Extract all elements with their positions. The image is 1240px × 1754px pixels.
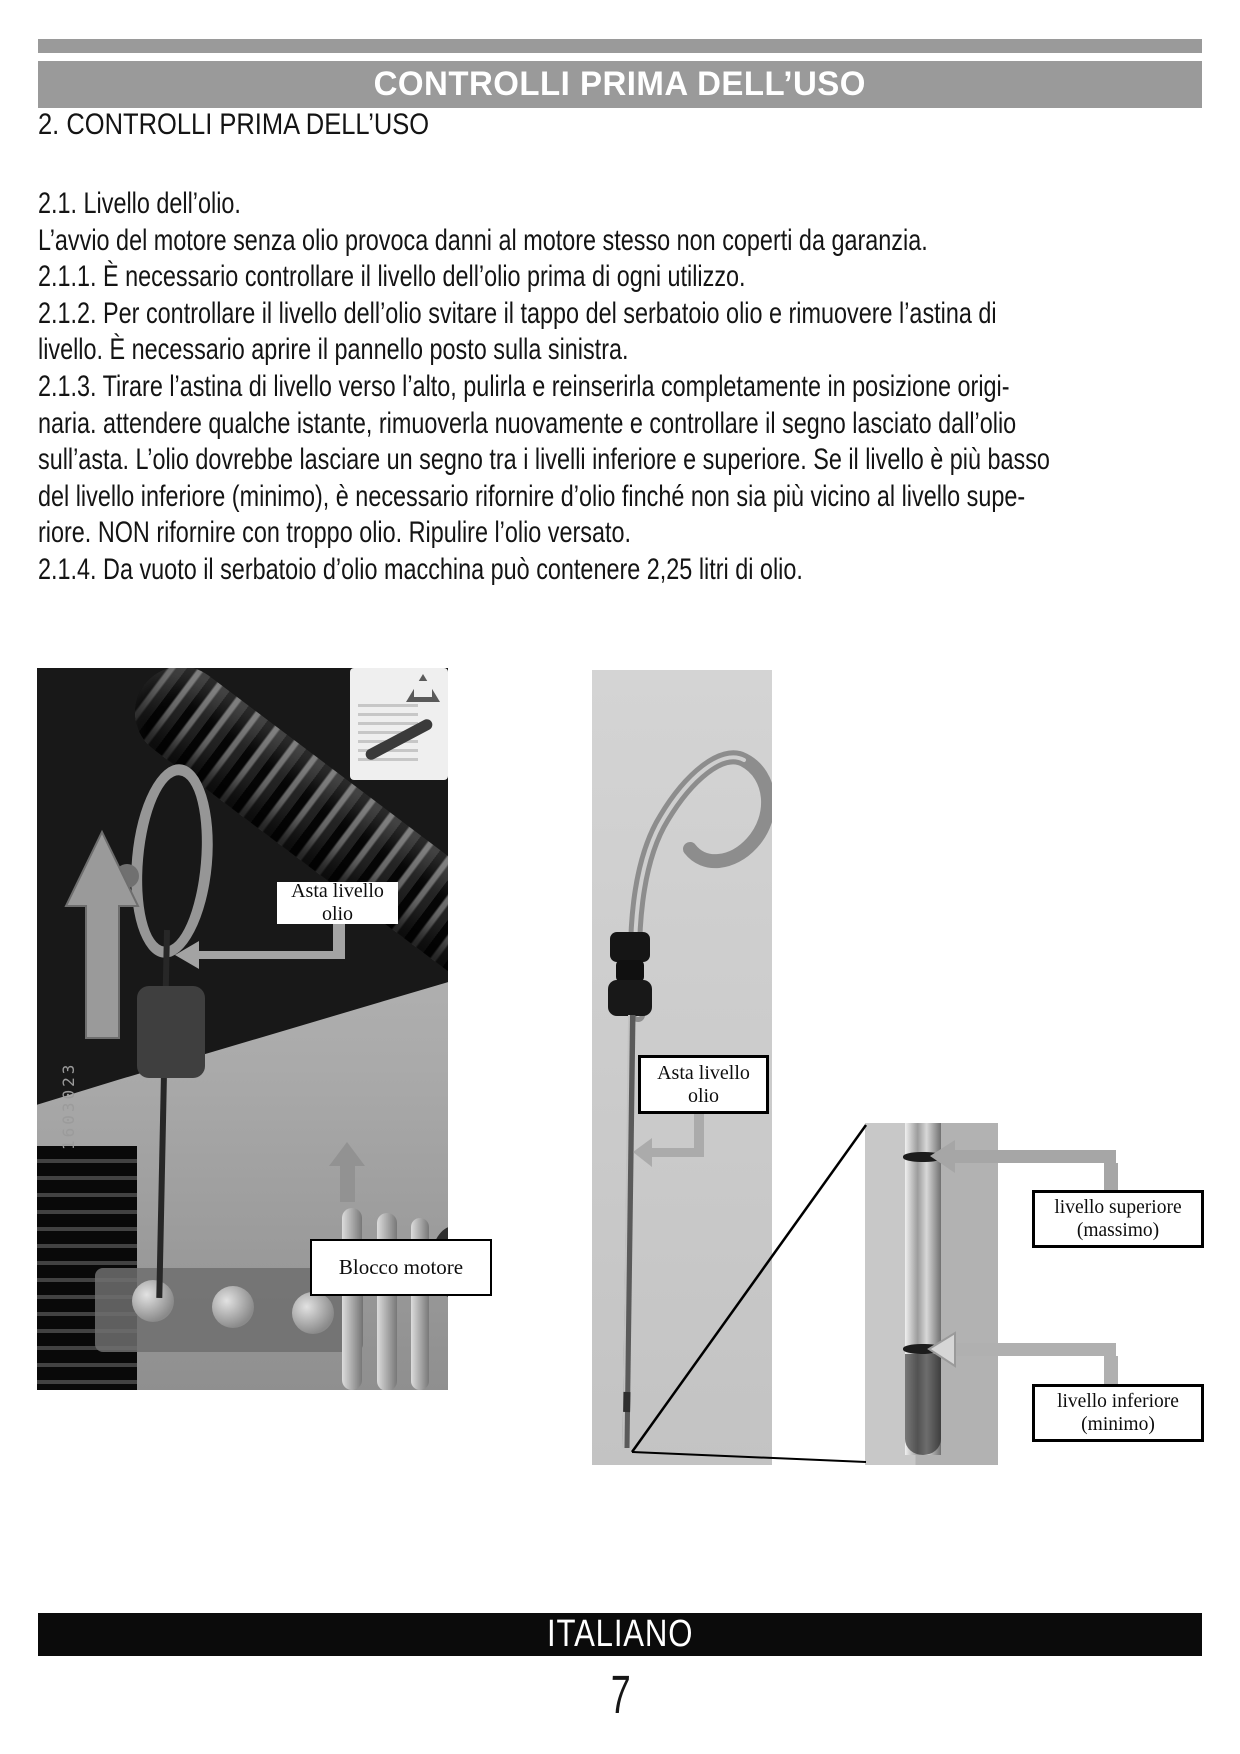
callout-line-top	[632, 1125, 866, 1452]
pull-up-arrow-icon	[66, 832, 138, 1038]
label-subtext: (minimo)	[1081, 1414, 1155, 1435]
label-subtext: (massimo)	[1076, 1220, 1160, 1241]
section-heading: 2. CONTROLLI PRIMA DELL’USO	[38, 108, 430, 141]
label-text: livello inferiore	[1057, 1391, 1179, 1412]
body-line: del livello inferiore (minimo), è necessario rifornire d’olio finché non sia più vicino al livello supe-	[38, 479, 1026, 513]
dipstick-pointer-arrow-icon	[633, 1109, 704, 1167]
upper-level-label	[1032, 1190, 1204, 1248]
dipstick-label-left	[277, 882, 398, 924]
label-text: livello superiore	[1054, 1197, 1182, 1218]
page-title: CONTROLLI PRIMA DELL’USO	[373, 65, 867, 103]
label-text: Asta livello olio	[291, 880, 384, 925]
upper-level-arrow-shaft	[952, 1150, 1116, 1163]
dipstick-label-middle	[638, 1055, 769, 1114]
dipstick-pointer-arrow-icon	[175, 923, 345, 969]
body-line: 2.1.2. Per controllare il livello dell’olio svitare il tappo del serbatoio olio e rimuovere l’astina di	[38, 296, 997, 330]
body-line: 2.1.4. Da vuoto il serbatoio d’olio macchina può contenere 2,25 litri di olio.	[38, 552, 803, 586]
engine-block-label	[310, 1239, 492, 1296]
lower-level-arrow-drop	[1104, 1356, 1118, 1386]
body-line: riore. NON rifornire con troppo olio. Ripulire l’olio versato.	[38, 516, 632, 550]
body-line: livello. È necessario aprire il pannello posto sulla sinistra.	[38, 333, 629, 367]
body-line: 2.1. Livello dell’olio.	[38, 187, 241, 220]
body-line: naria. attendere qualche istante, rimuoverla nuovamente e controllare il segno lasciato dall’olio	[38, 406, 1017, 440]
engine-pointer-arrow-icon	[329, 1142, 365, 1202]
lower-level-arrow-shaft	[952, 1343, 1116, 1356]
body-line: 2.1.1. È necessario controllare il livello dell’olio prima di ogni utilizzo.	[38, 260, 746, 294]
callout-line-bottom	[632, 1452, 866, 1462]
casting-number: 1603023	[59, 1061, 78, 1150]
lower-level-label	[1032, 1384, 1204, 1442]
upper-level-arrow-drop	[1104, 1163, 1118, 1192]
label-text: Blocco motore	[338, 1255, 464, 1279]
label-text: Asta livello olio	[657, 1061, 750, 1107]
upper-level-arrow-icon	[930, 1140, 955, 1173]
page-number: 7	[608, 1665, 632, 1725]
lower-level-arrow-icon	[929, 1333, 955, 1366]
body-line: L’avvio del motore senza olio provoca danni al motore stesso non coperti da garanzia.	[38, 223, 928, 257]
body-line: sull’asta. L’olio dovrebbe lasciare un segno tra i livelli inferiore e superiore. Se il livello è più basso	[38, 443, 1050, 477]
language-label: ITALIANO	[546, 1613, 694, 1655]
body-line: 2.1.3. Tirare l’astina di livello verso l’alto, pulirla e reinserirla completamente in posizione origi-	[38, 369, 1010, 403]
